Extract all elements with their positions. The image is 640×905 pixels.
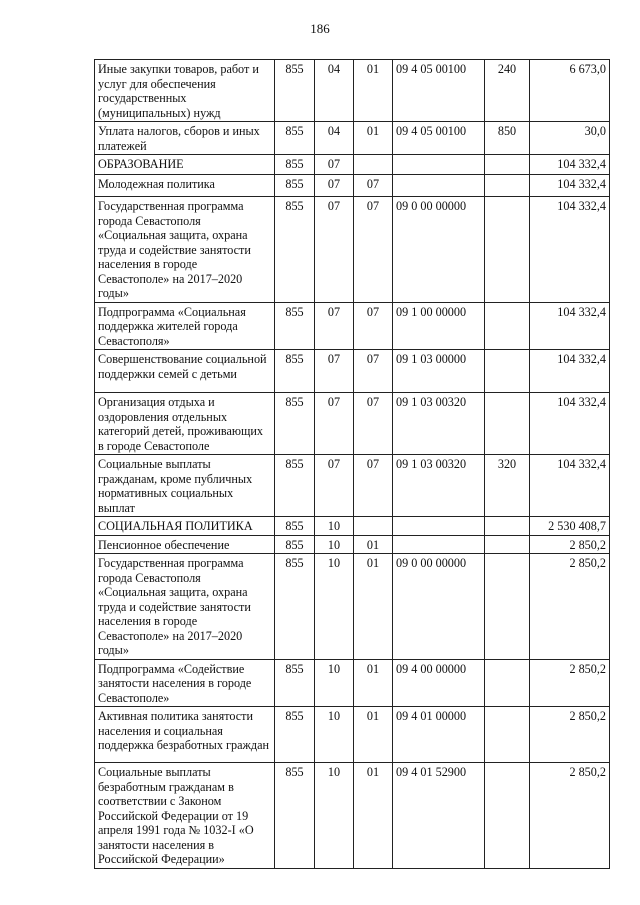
section-code-cell: 04 bbox=[315, 122, 354, 155]
target-article-cell: 09 4 00 00000 bbox=[393, 659, 485, 707]
target-article-cell bbox=[393, 517, 485, 536]
target-article-cell: 09 1 03 00000 bbox=[393, 350, 485, 393]
expense-name-cell: СОЦИАЛЬНАЯ ПОЛИТИКА bbox=[95, 517, 275, 536]
expense-type-cell: 240 bbox=[485, 60, 530, 122]
department-code-cell: 855 bbox=[275, 535, 315, 554]
subsection-code-cell: 01 bbox=[354, 763, 393, 869]
expense-name-cell: Уплата налогов, сборов и иных платежей bbox=[95, 122, 275, 155]
table-row bbox=[95, 175, 610, 197]
department-code-cell: 855 bbox=[275, 517, 315, 536]
department-code-cell: 855 bbox=[275, 554, 315, 660]
expense-type-cell bbox=[485, 302, 530, 350]
expense-type-cell: 320 bbox=[485, 455, 530, 517]
table-row bbox=[95, 350, 610, 393]
target-article-cell bbox=[393, 175, 485, 197]
table-row bbox=[95, 197, 610, 303]
target-article-cell: 09 4 05 00100 bbox=[393, 122, 485, 155]
expense-name-cell: Пенсионное обеспечение bbox=[95, 535, 275, 554]
amount-cell: 2 850,2 bbox=[530, 554, 610, 660]
expense-name-cell: Социальные выплаты гражданам, кроме публичных нормативных социальных выплат bbox=[95, 455, 275, 517]
subsection-code-cell: 01 bbox=[354, 554, 393, 660]
expense-name-cell: Молодежная политика bbox=[95, 175, 275, 197]
target-article-cell: 09 1 00 00000 bbox=[393, 302, 485, 350]
target-article-cell bbox=[393, 155, 485, 175]
expense-name-cell: ОБРАЗОВАНИЕ bbox=[95, 155, 275, 175]
table-row bbox=[95, 554, 610, 660]
subsection-code-cell: 07 bbox=[354, 393, 393, 455]
section-code-cell: 07 bbox=[315, 197, 354, 303]
expense-type-cell bbox=[485, 155, 530, 175]
subsection-code-cell: 07 bbox=[354, 455, 393, 517]
expense-type-cell bbox=[485, 554, 530, 660]
expense-type-cell: 850 bbox=[485, 122, 530, 155]
target-article-cell: 09 0 00 00000 bbox=[393, 554, 485, 660]
expense-type-cell bbox=[485, 535, 530, 554]
amount-cell: 30,0 bbox=[530, 122, 610, 155]
department-code-cell: 855 bbox=[275, 763, 315, 869]
department-code-cell: 855 bbox=[275, 60, 315, 122]
target-article-cell: 09 1 03 00320 bbox=[393, 393, 485, 455]
expense-type-cell bbox=[485, 763, 530, 869]
expense-name-cell: Подпрограмма «Содействие занятости населения в городе Севастополе» bbox=[95, 659, 275, 707]
department-code-cell: 855 bbox=[275, 197, 315, 303]
table-row bbox=[95, 302, 610, 350]
section-code-cell: 10 bbox=[315, 535, 354, 554]
department-code-cell: 855 bbox=[275, 175, 315, 197]
section-code-cell: 07 bbox=[315, 393, 354, 455]
section-code-cell: 10 bbox=[315, 659, 354, 707]
department-code-cell: 855 bbox=[275, 122, 315, 155]
department-code-cell: 855 bbox=[275, 155, 315, 175]
table-row bbox=[95, 122, 610, 155]
table-row bbox=[95, 659, 610, 707]
subsection-code-cell: 07 bbox=[354, 302, 393, 350]
expense-type-cell bbox=[485, 197, 530, 303]
page-number: 186 bbox=[310, 21, 330, 36]
expense-type-cell bbox=[485, 350, 530, 393]
subsection-code-cell: 01 bbox=[354, 659, 393, 707]
expense-type-cell bbox=[485, 659, 530, 707]
expense-name-cell: Организация отдыха и оздоровления отдельных категорий детей, проживающих в городе Севастополе bbox=[95, 393, 275, 455]
expense-type-cell bbox=[485, 175, 530, 197]
subsection-code-cell: 07 bbox=[354, 350, 393, 393]
expense-name-cell: Иные закупки товаров, работ и услуг для обеспечения государственных (муниципальных) нужд bbox=[95, 60, 275, 122]
department-code-cell: 855 bbox=[275, 350, 315, 393]
expense-name-cell: Подпрограмма «Социальная поддержка жителей города Севастополя» bbox=[95, 302, 275, 350]
department-code-cell: 855 bbox=[275, 455, 315, 517]
table-row bbox=[95, 707, 610, 763]
amount-cell: 2 850,2 bbox=[530, 707, 610, 763]
section-code-cell: 10 bbox=[315, 763, 354, 869]
subsection-code-cell: 01 bbox=[354, 60, 393, 122]
amount-cell: 104 332,4 bbox=[530, 455, 610, 517]
target-article-cell: 09 0 00 00000 bbox=[393, 197, 485, 303]
target-article-cell bbox=[393, 535, 485, 554]
table-row bbox=[95, 517, 610, 536]
section-code-cell: 07 bbox=[315, 155, 354, 175]
department-code-cell: 855 bbox=[275, 659, 315, 707]
target-article-cell: 09 4 01 52900 bbox=[393, 763, 485, 869]
amount-cell: 104 332,4 bbox=[530, 155, 610, 175]
subsection-code-cell bbox=[354, 517, 393, 536]
section-code-cell: 10 bbox=[315, 707, 354, 763]
section-code-cell: 07 bbox=[315, 455, 354, 517]
expense-type-cell bbox=[485, 393, 530, 455]
table-row bbox=[95, 535, 610, 554]
table-row bbox=[95, 455, 610, 517]
subsection-code-cell: 01 bbox=[354, 707, 393, 763]
table-row bbox=[95, 393, 610, 455]
table-row bbox=[95, 763, 610, 869]
section-code-cell: 07 bbox=[315, 175, 354, 197]
amount-cell: 2 850,2 bbox=[530, 763, 610, 869]
subsection-code-cell: 01 bbox=[354, 535, 393, 554]
expense-type-cell bbox=[485, 707, 530, 763]
section-code-cell: 10 bbox=[315, 554, 354, 660]
expense-name-cell: Государственная программа города Севастополя «Социальная защита, охрана труда и содействие занятости населения в городе Севастополе» на 2017–2020 годы» bbox=[95, 554, 275, 660]
table-row bbox=[95, 155, 610, 175]
amount-cell: 2 850,2 bbox=[530, 535, 610, 554]
amount-cell: 104 332,4 bbox=[530, 350, 610, 393]
subsection-code-cell: 07 bbox=[354, 175, 393, 197]
amount-cell: 2 850,2 bbox=[530, 659, 610, 707]
expense-name-cell: Совершенствование социальной поддержки семей с детьми bbox=[95, 350, 275, 393]
expense-name-cell: Государственная программа города Севастополя «Социальная защита, охрана труда и содействие занятости населения в городе Севастополе» на 2017–2020 годы» bbox=[95, 197, 275, 303]
amount-cell: 104 332,4 bbox=[530, 197, 610, 303]
department-code-cell: 855 bbox=[275, 707, 315, 763]
expense-type-cell bbox=[485, 517, 530, 536]
department-code-cell: 855 bbox=[275, 302, 315, 350]
budget-table bbox=[94, 59, 610, 869]
section-code-cell: 10 bbox=[315, 517, 354, 536]
amount-cell: 6 673,0 bbox=[530, 60, 610, 122]
section-code-cell: 07 bbox=[315, 350, 354, 393]
expense-name-cell: Активная политика занятости населения и социальная поддержка безработных граждан bbox=[95, 707, 275, 763]
budget-table-body bbox=[95, 60, 610, 869]
amount-cell: 104 332,4 bbox=[530, 175, 610, 197]
section-code-cell: 07 bbox=[315, 302, 354, 350]
amount-cell: 2 530 408,7 bbox=[530, 517, 610, 536]
amount-cell: 104 332,4 bbox=[530, 302, 610, 350]
target-article-cell: 09 4 05 00100 bbox=[393, 60, 485, 122]
amount-cell: 104 332,4 bbox=[530, 393, 610, 455]
section-code-cell: 04 bbox=[315, 60, 354, 122]
target-article-cell: 09 4 01 00000 bbox=[393, 707, 485, 763]
department-code-cell: 855 bbox=[275, 393, 315, 455]
subsection-code-cell: 01 bbox=[354, 122, 393, 155]
target-article-cell: 09 1 03 00320 bbox=[393, 455, 485, 517]
subsection-code-cell bbox=[354, 155, 393, 175]
subsection-code-cell: 07 bbox=[354, 197, 393, 303]
expense-name-cell: Социальные выплаты безработным гражданам в соответствии с Законом Российской Федерации от 19 апреля 1991 года № 1032-I «О занятости населения в Российской Федерации» bbox=[95, 763, 275, 869]
table-row bbox=[95, 60, 610, 122]
